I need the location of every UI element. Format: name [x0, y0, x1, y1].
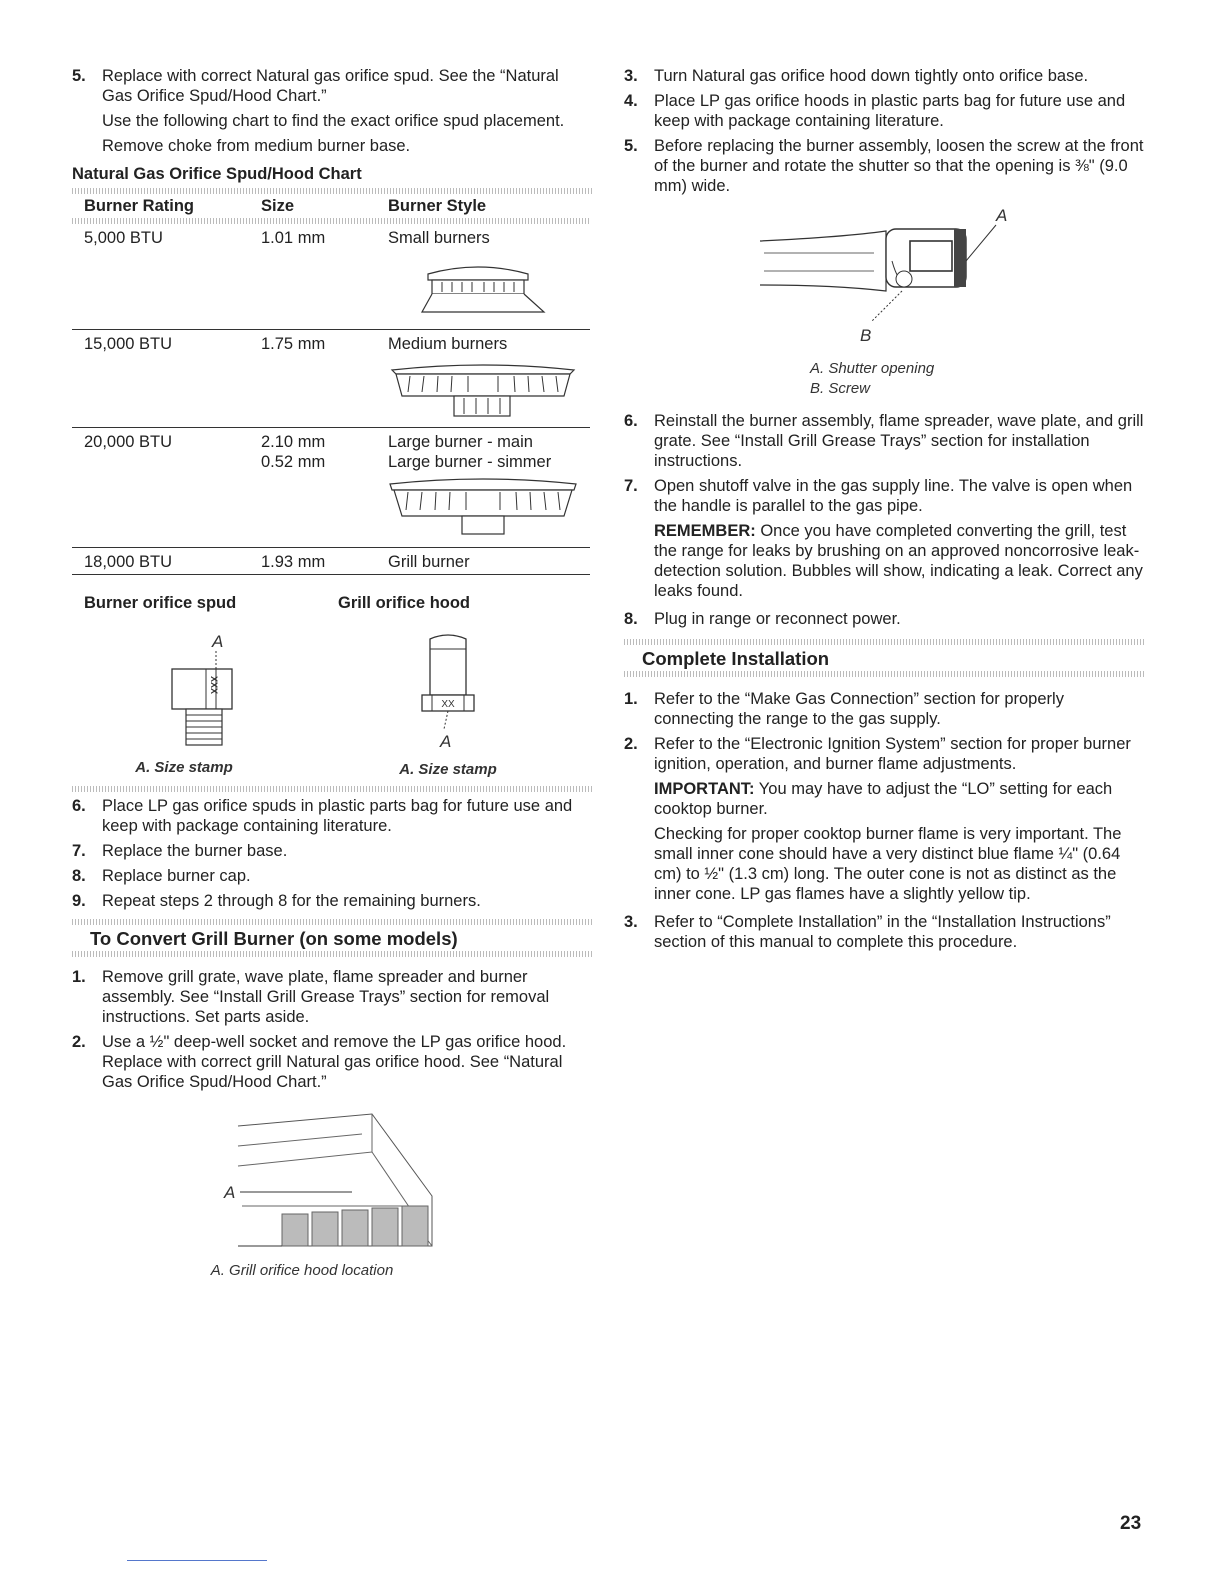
- spud-caption: A. Size stamp: [135, 759, 233, 776]
- step-text: Before replacing the burner assembly, loosen the screw at the front of the burner and rotate the shutter so that the opening is ⅜" (9.0 mm) wide.: [654, 137, 1144, 195]
- style-cell: Grill burner: [376, 548, 590, 575]
- step-text: Turn Natural gas orifice hood down tightly onto orifice base.: [654, 67, 1089, 85]
- step-text: Replace burner cap.: [102, 867, 251, 885]
- step-4: [624, 91, 1144, 131]
- svg-text:B: B: [860, 326, 872, 345]
- step-text: Open shutoff valve in the gas supply line. The valve is open when the handle is parallel to the gas pipe.: [654, 477, 1133, 515]
- style-cell: [376, 428, 590, 548]
- rating-cell: 20,000 BTU: [72, 428, 249, 548]
- header-rating: Burner Rating: [84, 197, 195, 215]
- step-number: 6.: [72, 797, 86, 815]
- size-main: 2.10 mm: [261, 433, 326, 451]
- right-column: [624, 66, 1144, 957]
- style-cell: [376, 330, 590, 428]
- hood-figure: [338, 593, 592, 780]
- medium-burner-icon: [388, 360, 578, 420]
- svg-text:XX: XX: [441, 699, 455, 710]
- step-number: 2.: [624, 735, 638, 753]
- step-8: [72, 866, 592, 886]
- step-number: 3.: [624, 67, 638, 85]
- step-text: Refer to “Complete Installation” in the “Installation Instructions” section of this manual to complete this procedure.: [654, 913, 1111, 951]
- svg-text:A: A: [224, 1183, 236, 1202]
- chart-title: Natural Gas Orifice Spud/Hood Chart: [72, 165, 362, 183]
- step-text: Repeat steps 2 through 8 for the remaining burners.: [102, 892, 481, 910]
- convert-step-2: [72, 1032, 592, 1092]
- remember-note: [654, 521, 1144, 601]
- divider: [72, 951, 592, 957]
- step-5: [72, 66, 592, 106]
- step-text: Place LP gas orifice hoods in plastic parts bag for future use and keep with package containing literature.: [654, 92, 1126, 130]
- table-row: [72, 548, 590, 575]
- step-text: Reinstall the burner assembly, flame spreader, wave plate, and grill grate. See “Install Grill Grease Trays” section for installation instructions.: [654, 412, 1144, 470]
- table-row: [72, 330, 590, 428]
- step-number: 1.: [624, 690, 638, 708]
- section-heading-complete-installation: Complete Installation: [642, 648, 830, 669]
- svg-text:A: A: [212, 632, 224, 651]
- step-5: [624, 136, 1144, 196]
- small-burner-icon: [388, 260, 568, 322]
- footer-line: [127, 1560, 267, 1561]
- header-style: Burner Style: [388, 197, 487, 215]
- shutter-caption-b: B. Screw: [810, 380, 871, 397]
- style-text: Medium burners: [388, 335, 508, 353]
- style-text: Large burner - main: [388, 433, 533, 451]
- complete-step-1: [624, 689, 1144, 729]
- style-text: Small burners: [388, 229, 490, 247]
- complete-step-3: [624, 912, 1144, 952]
- table-row: [72, 224, 590, 330]
- page-number: 23: [1120, 1513, 1142, 1534]
- svg-text:A. Shutter opening: A. Shutter opening: [810, 360, 935, 376]
- step-text: Remove grill grate, wave plate, flame spreader and burner assembly. See “Install Grill Grease Trays” section for removal instructions. Set parts aside.: [102, 968, 550, 1026]
- orifice-spud-icon: [84, 619, 284, 749]
- step-number: 2.: [72, 1033, 86, 1051]
- step-number: 9.: [72, 892, 86, 910]
- convert-step-1: [72, 967, 592, 1027]
- remember-label: REMEMBER:: [654, 522, 756, 540]
- step-number: 8.: [72, 867, 86, 885]
- left-column: [72, 66, 592, 1281]
- divider: [624, 671, 1144, 677]
- step-5-para-2: Remove choke from medium burner base.: [102, 137, 411, 155]
- grill-figure: [72, 1106, 592, 1281]
- rating-cell: 15,000 BTU: [72, 330, 249, 428]
- size-cell: [249, 428, 376, 548]
- step-number: 1.: [72, 968, 86, 986]
- grill-figure-caption: A. Grill orifice hood location: [210, 1262, 394, 1279]
- step-6: [624, 411, 1144, 471]
- rating-cell: 5,000 BTU: [84, 229, 163, 247]
- grill-orifice-hood-location-illustration: [72, 1106, 592, 1256]
- flame-check-paragraph: Checking for proper cooktop burner flame is very important. The small inner cone should have a very distinct blue flame ¼" (0.64 cm) to ½" (1.3 cm) long. The outer cone is not as distinct as the inner cone. LP gas flames have a slightly yellow tip.: [654, 825, 1122, 903]
- grill-orifice-hood-icon: [338, 619, 538, 749]
- section-heading-convert-grill: To Convert Grill Burner (on some models): [90, 928, 458, 949]
- step-text: Use a ½" deep-well socket and remove the LP gas orifice hood. Replace with correct grill Natural gas orifice hood. See “Natural Gas Orifice Spud/Hood Chart.”: [102, 1033, 567, 1091]
- size-simmer: 0.52 mm: [261, 453, 326, 471]
- step-number: 8.: [624, 610, 638, 628]
- rating-cell: 18,000 BTU: [72, 548, 249, 575]
- svg-text:A: A: [440, 732, 452, 749]
- step-text: Refer to the “Make Gas Connection” section for properly connecting the range to the gas supply.: [654, 690, 1064, 728]
- style-cell: [376, 224, 590, 330]
- step-text: Replace with correct Natural gas orifice spud. See the “Natural Gas Orifice Spud/Hood Chart.”: [102, 67, 559, 105]
- steps-after-chart: [72, 796, 592, 911]
- header-size: Size: [261, 197, 295, 215]
- large-burner-icon: [388, 476, 578, 540]
- step-6: [72, 796, 592, 836]
- step-3: [624, 66, 1144, 86]
- step-text: Place LP gas orifice spuds in plastic parts bag for future use and keep with package containing literature.: [102, 797, 573, 835]
- svg-text:XXX: XXX: [209, 675, 219, 695]
- remember-text: Once you have completed converting the grill, test the range for leaks by brushing on an approved noncorrosive leak-detection solution. Bubbles will show, indicating a leak. Correct any leaks found.: [654, 522, 1143, 600]
- step-8: [624, 609, 1144, 629]
- style-text-simmer: Large burner - simmer: [388, 453, 552, 471]
- svg-text:A: A: [996, 206, 1008, 225]
- hood-caption: A. Size stamp: [399, 761, 497, 778]
- size-cell: 1.93 mm: [249, 548, 376, 575]
- step-5-para-1: Use the following chart to find the exact orifice spud placement.: [102, 112, 565, 130]
- hood-title: Grill orifice hood: [338, 594, 471, 612]
- important-label: IMPORTANT:: [654, 780, 755, 798]
- step-number: 6.: [624, 412, 638, 430]
- important-note: [654, 779, 1144, 819]
- burner-shutter-illustration: [624, 201, 1144, 376]
- size-cell: 1.01 mm: [261, 229, 326, 247]
- step-9: [72, 891, 592, 911]
- important-text: You may have to adjust the “LO” setting for each cooktop burner.: [654, 780, 1113, 818]
- complete-step-2: [624, 734, 1144, 774]
- orifice-parts-row: [72, 593, 592, 780]
- step-number: 4.: [624, 92, 638, 110]
- step-text: Replace the burner base.: [102, 842, 288, 860]
- orifice-chart: [72, 194, 590, 575]
- step-7: [624, 476, 1144, 516]
- step-number: 5.: [624, 137, 638, 155]
- step-number: 7.: [624, 477, 638, 495]
- step-number: 7.: [72, 842, 86, 860]
- step-number: 5.: [72, 67, 86, 85]
- step-text: Refer to the “Electronic Ignition System” section for proper burner ignition, operation, and burner flame adjustments.: [654, 735, 1131, 773]
- step-7: [72, 841, 592, 861]
- size-cell: 1.75 mm: [249, 330, 376, 428]
- shutter-figure: [624, 201, 1144, 399]
- step-text: Plug in range or reconnect power.: [654, 610, 901, 628]
- spud-figure: [72, 593, 338, 780]
- step-number: 3.: [624, 913, 638, 931]
- table-row: [72, 428, 590, 548]
- divider: [72, 786, 592, 792]
- spud-title: Burner orifice spud: [84, 594, 237, 612]
